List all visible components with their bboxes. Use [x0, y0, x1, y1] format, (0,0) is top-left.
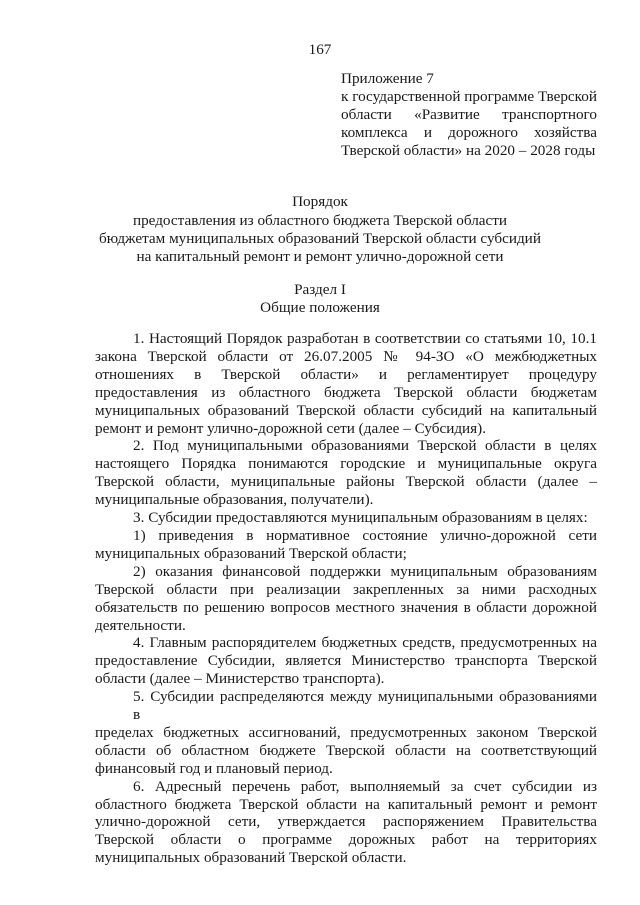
- section-heading: [0, 281, 640, 317]
- paragraph-line: отношениях в Тверской области» и регламентирует процедуру: [95, 365, 597, 383]
- paragraph-line: Тверской области о программе дорожных работ на территориях: [95, 831, 597, 849]
- section-title: Общие положения: [260, 298, 380, 316]
- paragraph-line: предоставление Субсидии, является Министерство транспорта Тверской: [95, 652, 597, 670]
- paragraph-line: финансовый год и плановый период.: [95, 759, 333, 777]
- list-item-1: [95, 527, 597, 563]
- appendix-line: Тверской области» на 2020 – 2028 годы: [341, 141, 596, 159]
- paragraph-2: [95, 437, 597, 509]
- paragraph-line: улично-дорожной сети, утверждается распоряжением Правительства: [95, 813, 597, 831]
- appendix-line: комплекса и дорожного хозяйства: [341, 123, 597, 141]
- title-line: бюджетам муниципальных образований Тверской области субсидий: [99, 229, 541, 247]
- section-number: Раздел I: [294, 281, 346, 298]
- document-title: [0, 193, 640, 266]
- paragraph-line: Тверской области, муниципальные районы Тверской области (далее –: [95, 473, 597, 491]
- paragraph-4: [95, 634, 597, 688]
- paragraph-line: обязательств по решению вопросов местного значения в области дорожной: [95, 598, 597, 616]
- paragraph-line: области (далее – Министерство транспорта).: [95, 670, 385, 688]
- appendix-line: Приложение 7: [341, 70, 434, 87]
- paragraph-line: закона Тверской области от 26.07.2005 № 94-ЗО «О межбюджетных: [95, 347, 597, 365]
- paragraph-line: пределах бюджетных ассигнований, предусмотренных законом Тверской: [95, 723, 597, 741]
- paragraph-line: областного бюджета Тверской области на капитальный ремонт и ремонт: [95, 795, 597, 813]
- title-line: на капитальный ремонт и ремонт улично-дорожной сети: [136, 247, 504, 265]
- paragraph-5: [95, 688, 597, 778]
- paragraph-line: 5. Субсидии распределяются между муниципальными образованиями в: [133, 688, 597, 724]
- paragraph-line: области об областном бюджете Тверской области на соответствующий: [95, 741, 597, 759]
- paragraph-line: 1. Настоящий Порядок разработан в соответствии со статьями 10, 10.1: [133, 330, 597, 347]
- paragraph-line: муниципальные образования, получатели).: [95, 491, 374, 509]
- paragraph-line: предоставления из областного бюджета Тверской области бюджетам: [95, 383, 597, 401]
- paragraph-1: [95, 330, 597, 437]
- title-line: Порядок: [292, 193, 348, 210]
- appendix-line: области «Развитие транспортного: [341, 105, 597, 123]
- paragraph-line: муниципальных образований Тверской области;: [95, 544, 407, 562]
- paragraph-line: 1) приведения в нормативное состояние улично-дорожной сети: [133, 526, 597, 544]
- paragraph-6: [95, 778, 597, 868]
- paragraph-line: настоящего Порядка понимаются городские и муниципальные округа: [95, 455, 597, 473]
- paragraph-line: 3. Субсидии предоставляются муниципальным образованиям в целях:: [133, 509, 588, 527]
- appendix-line: к государственной программе Тверской: [341, 87, 597, 105]
- title-line: предоставления из областного бюджета Тверской области: [132, 211, 508, 229]
- appendix-block: [341, 70, 597, 160]
- paragraph-line: Тверской области при реализации закрепленных за ними расходных: [95, 580, 597, 598]
- paragraph-line: деятельности.: [95, 616, 186, 634]
- list-item-2: [95, 563, 597, 635]
- page-number: 167: [308, 41, 332, 58]
- paragraph-line: ремонт и ремонт улично-дорожной сети (далее – Субсидия).: [95, 419, 487, 437]
- paragraph-line: 2. Под муниципальными образованиями Тверской области в целях: [133, 437, 597, 455]
- paragraph-line: 4. Главным распорядителем бюджетных средств, предусмотренных на: [133, 634, 597, 652]
- paragraph-line: муниципальных образований Тверской области.: [95, 849, 407, 867]
- paragraph-line: муниципальных образований Тверской области субсидий на капитальный: [95, 401, 597, 419]
- document-body: [95, 330, 597, 867]
- paragraph-line: 2) оказания финансовой поддержки муниципальным образованиям: [133, 562, 597, 580]
- paragraph-3: [95, 509, 597, 527]
- paragraph-line: 6. Адресный перечень работ, выполняемый за счет субсидии из: [133, 777, 597, 795]
